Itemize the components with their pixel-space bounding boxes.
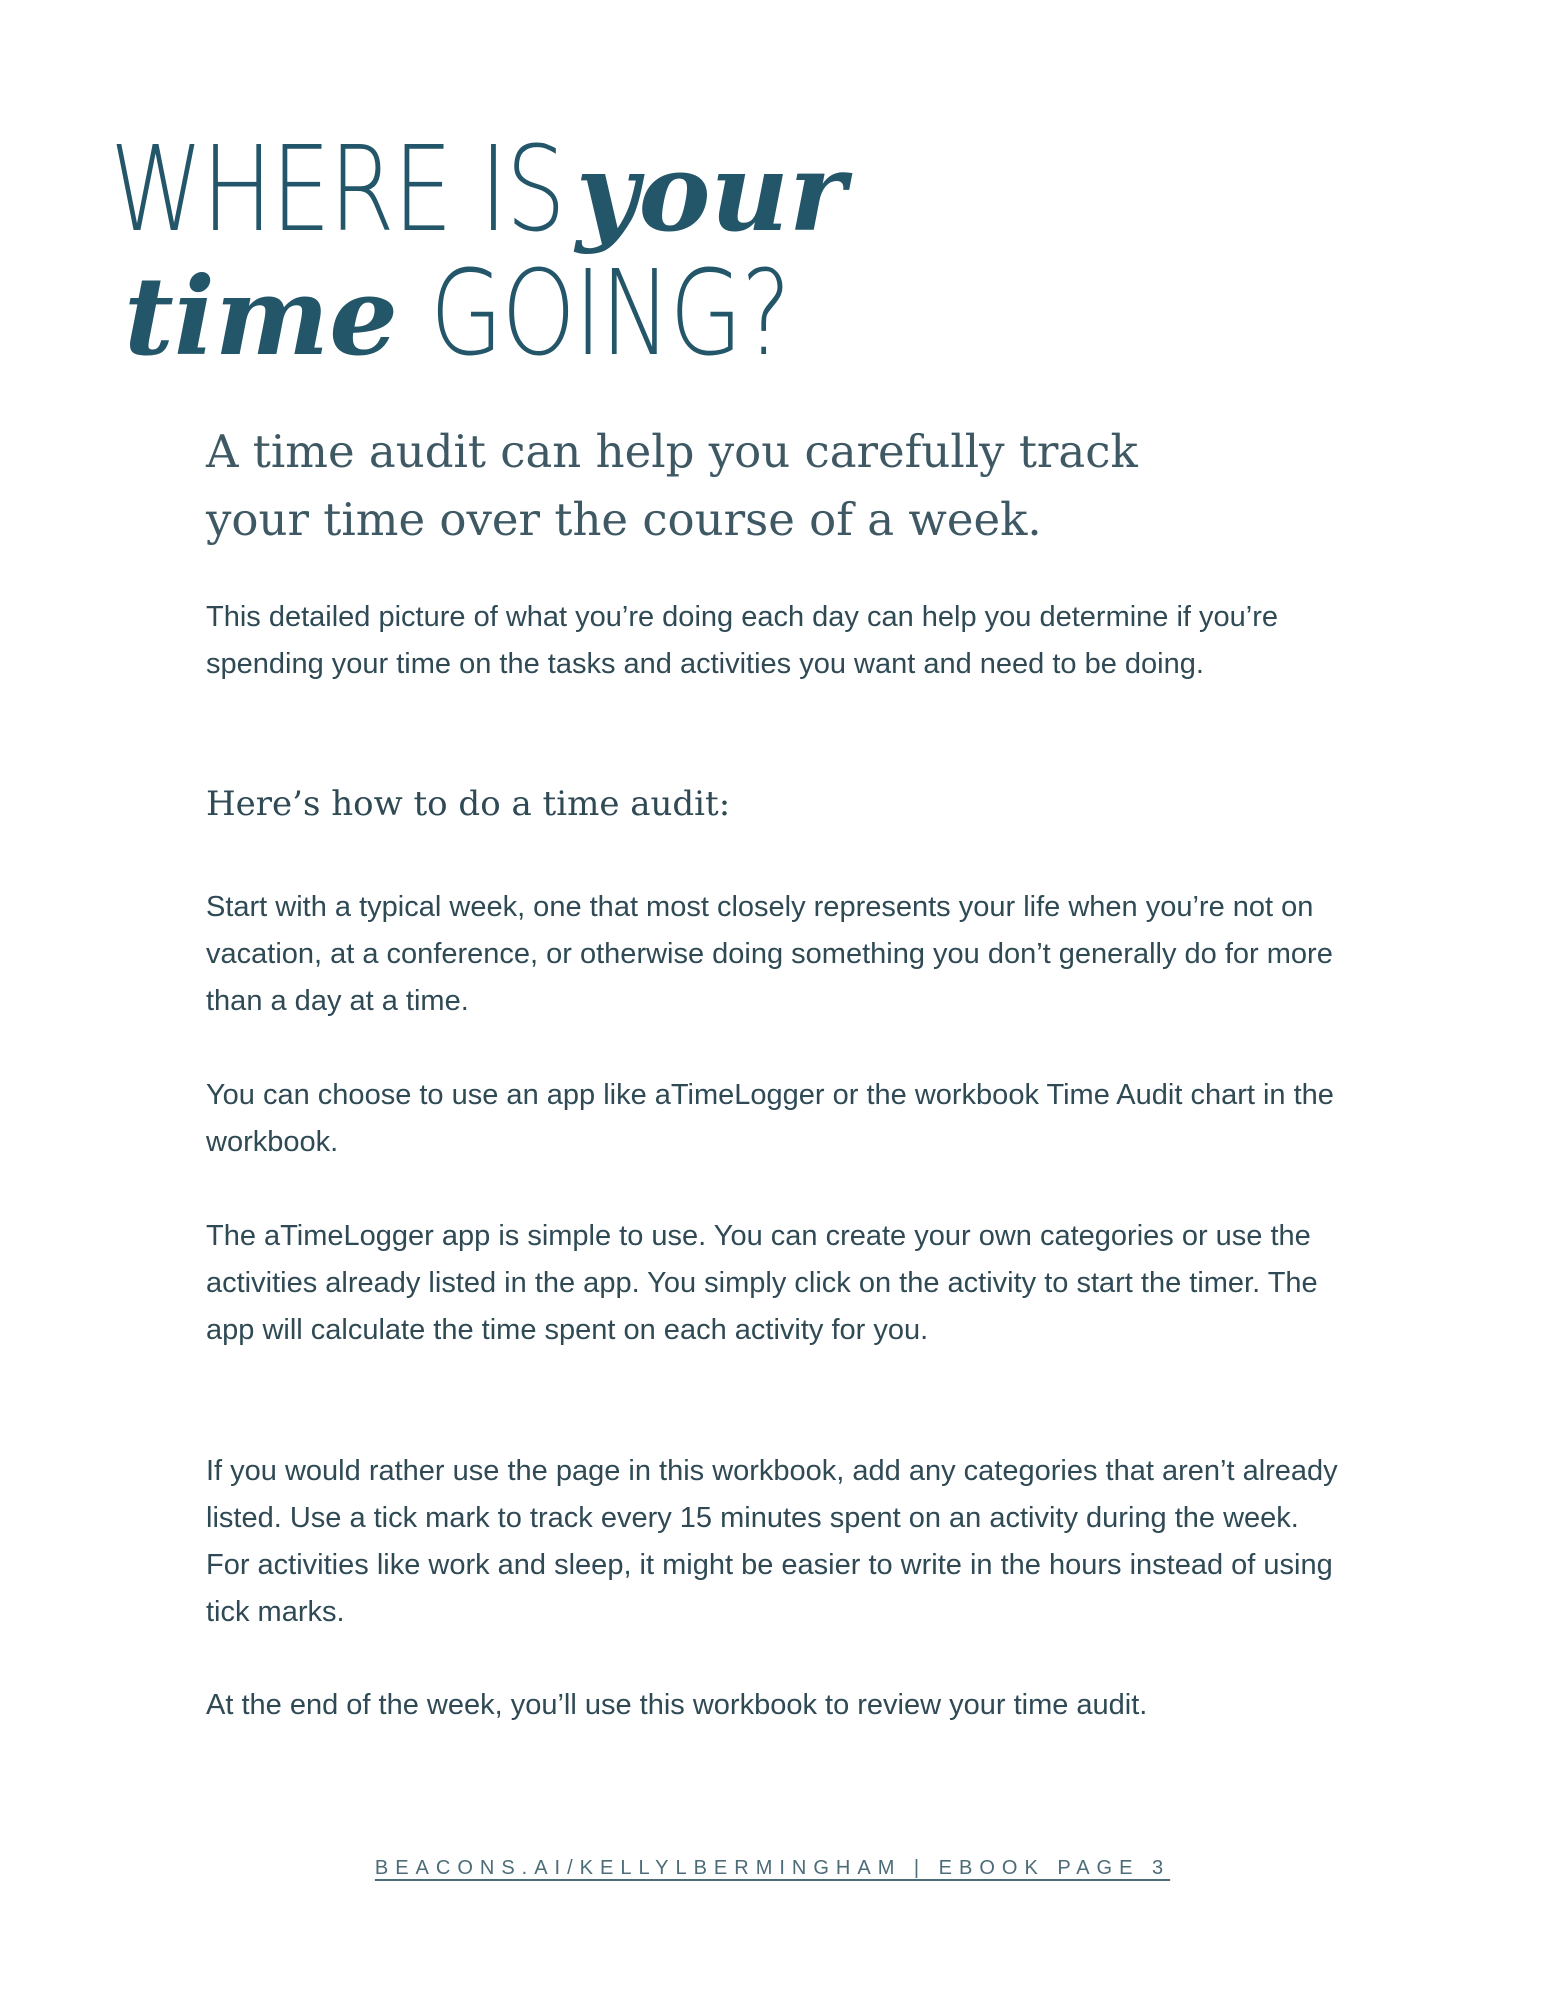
- page-title: [110, 120, 910, 382]
- subtitle-line-2: your time over the course of a week.: [206, 493, 1042, 546]
- how-to-heading: Here’s how to do a time audit:: [206, 784, 731, 824]
- paragraph-typical-week: Start with a typical week, one that most closely represents your life when you’re not on vacation, at a conference, or otherwise doing something you don’t generally do for more than a day at a time.: [206, 891, 1333, 1017]
- intro-paragraph: This detailed picture of what you’re doing each day can help you determine if you’re spending your time on the tasks and activities you want and need to be doing.: [206, 601, 1279, 680]
- title-script-your: your: [575, 130, 846, 256]
- title-script-time: time: [124, 254, 398, 380]
- subtitle: [206, 418, 1206, 554]
- paragraph-atimelogger: The aTimeLogger app is simple to use. You can create your own categories or use the activities already listed in the app. You simply click on the activity to start the timer. The app will calculate the time spent on each activity for you.: [206, 1220, 1318, 1346]
- footer-link[interactable]: BEACONS.AI/KELLYLBERMINGHAM | EBOOK PAGE 3: [374, 1857, 1171, 1879]
- subtitle-line-1: A time audit can help you carefully track: [206, 425, 1138, 478]
- paragraph-end-of-week: At the end of the week, you’ll use this workbook to review your time audit.: [206, 1689, 1148, 1721]
- paragraph-choose-app: You can choose to use an app like aTimeLogger or the workbook Time Audit chart in the workbook.: [206, 1079, 1334, 1158]
- title-line-2: [110, 244, 910, 382]
- title-line-1: [110, 120, 910, 258]
- title-caps-going: GOING?: [429, 244, 790, 382]
- footer: [0, 1857, 1545, 1880]
- title-caps-where-is: WHERE IS: [110, 120, 565, 258]
- paragraph-workbook-page: If you would rather use the page in this workbook, add any categories that aren’t already listed. Use a tick mark to track every 15 minutes spent on an activity during the week. For activities like work and sleep, it might be easier to write in the hours instead of using tick marks.: [206, 1455, 1338, 1628]
